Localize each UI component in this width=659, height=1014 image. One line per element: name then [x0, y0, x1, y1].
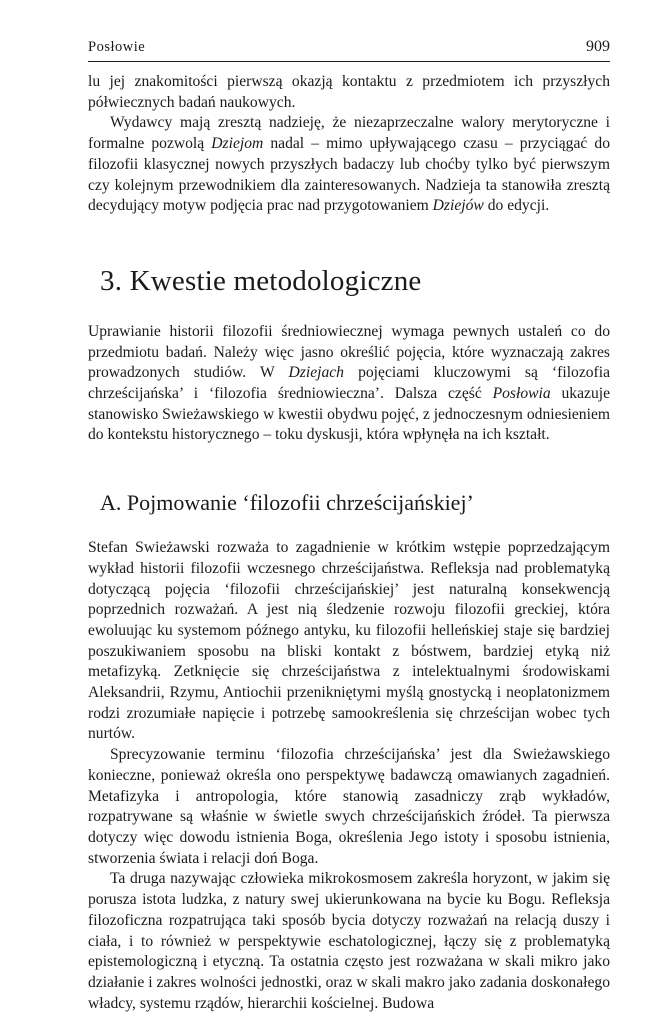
- subsection-paragraph-3: Ta druga nazywając człowieka mikrokosmosem zakreśla horyzont, w jakim się porusza istota ludzka, z natury swej ukierunkowana na bycie ku Bogu. Refleksja filozoficzna rozpatrująca taki sposób bycia dotyczy rozważań na relacją duszy i ciała, i to również w perspektywie eschatologicznej, łączy się z problematyką epistemologiczną i etyczną. Ta ostatnia często jest rozważana w skali mikro jako działanie i zakres wolności jednostki, oraz w skali makro jako zadania doskonałego władcy, systemu rządów, hierarchii kościelnej. Budowa: [88, 870, 610, 1012]
- intro-paragraph-1: lu jej znakomitości pierwszą okazją kontaktu z przedmiotem ich przyszłych półwiecznych badań naukowych.: [88, 73, 610, 111]
- subsection-paragraph-1: Stefan Swieżawski rozważa to zagadnienie w krótkim wstępie poprzedzającym wykład historii filozofii wczesnego chrześcijaństwa. Refleksja nad problematyką dotyczącą pojęcia ‘filozofii chrześcijańskiej’ jest naturalną konsekwencją poprzednich rozważań. A jest nią śledzenie rozwoju filozofii greckiej, która ewoluując ku systemom późnego antyku, ku filozofii helleńskiej staje się bardziej poszukiwaniem sposobu na bliski kontakt z bóstwem, bardziej etyką niż metafizyką. Zetknięcie się chrześcijaństwa z intelektualnymi środowiskami Aleksandrii, Rzymu, Antiochii przenikniętymi myślą gnostycką i neoplatonizmem rodzi zrozumiałe napięcie i potrzebę samookreślenia się chrześcijan wobec tych nurtów.: [88, 539, 610, 743]
- section-heading: 3. Kwestie metodologiczne: [100, 264, 422, 297]
- running-title: Posłowie: [88, 39, 146, 55]
- running-header: [88, 38, 610, 62]
- section-paragraph: Uprawianie historii filozofii średniowiecznej wymaga pewnych ustaleń co do przedmiotu badań. Należy więc jasno określić pojęcia, które wyznaczają zakres prowadzonych studiów. W Dziejach pojęciami kluczowymi są ‘filozofia chrześcijańska’ i ‘filozofia średniowieczna’. Dalsza część Posłowia ukazuje stanowisko Swieżawskiego w kwestii obydwu pojęć, z jednoczesnym odniesieniem do kontekstu historycznego – toku dyskusji, która wpłynęła na ich kształt.: [88, 322, 611, 444]
- intro-paragraph-2: Wydawcy mają zresztą nadzieję, że niezaprzeczalne walory merytoryczne i formalne pozwolą Dziejom nadal – mimo upływającego czasu – przyciągać do filozofii klasycznej nowych przyszłych badaczy lub choćby tylko być pierwszym czy kolejnym przewodnikiem dla zainteresowanych. Nadzieja ta stanowiła zresztą decydujący motyw podjęcia prac nad przygotowaniem Dziejów do edycji.: [88, 114, 610, 215]
- subsection-paragraph-2: Sprecyzowanie terminu ‘filozofia chrześcijańska’ jest dla Swieżawskiego konieczne, ponieważ określa ono perspektywę badawczą omawianych zagadnień. Metafizyka i antropologia, które stanowią zasadniczy zrąb wykładów, rozpatrywane są właśnie w świetle swych chrześcijańskich źródeł. Ta pierwsza dotyczy więc dowodu istnienia Boga, określenia Jego istoty i sposobu istnienia, stworzenia świata i relacji doń Boga.: [88, 746, 610, 867]
- subsection-heading: A. Pojmowanie ‘filozofii chrześcijańskiej’: [100, 490, 474, 516]
- page-number: 909: [586, 38, 610, 55]
- book-page: [88, 38, 610, 1014]
